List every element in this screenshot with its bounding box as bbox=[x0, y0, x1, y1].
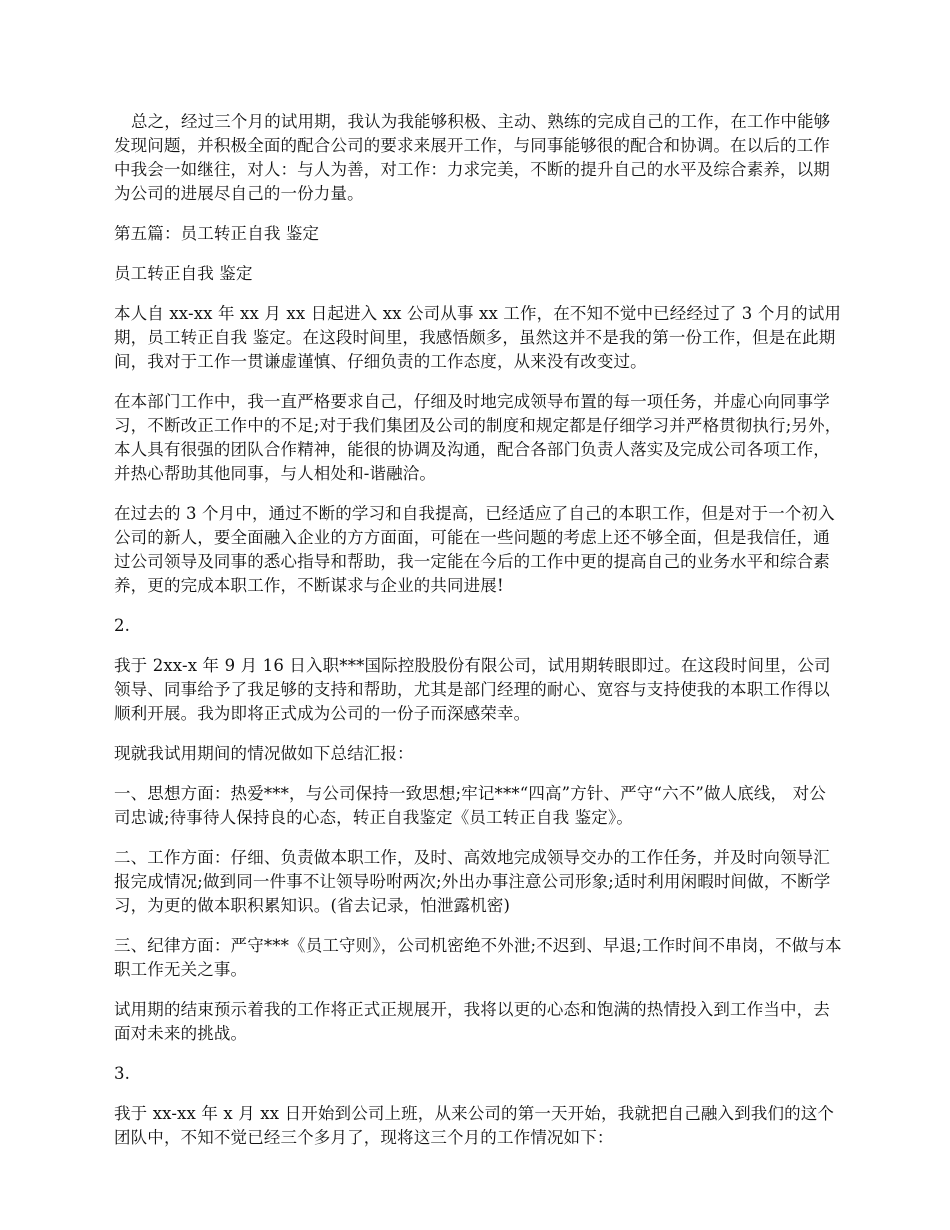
paragraph-department-work: 在本部门工作中，我一直严格要求自己，仔细及时地完成领导布置的每一项任务，并虚心向同事学习，不断改正工作中的不足;对于我们集团及公司的制度和规定都是仔细学习并严格贯彻执行;另外，本人具有很强的团队合作精神，能很的协调及沟通，配合各部门负责人落实及完成公司各项工作，并热心帮助其他同事，与人相处和-谐融洽。 bbox=[114, 392, 842, 483]
paragraph-joined-company: 我于 2xx-x 年 9 月 16 日入职***国际控股股份有限公司，试用期转眼即过。在这段时间里，公司领导、同事给予了我足够的支持和帮助，尤其是部门经理的耐心、宽容与支持使我的本职工作得以顺利开展。我为即将正式成为公司的一份子而深感荣幸。 bbox=[114, 656, 831, 723]
paragraph-intro: 本人自 xx-xx 年 xx 月 xx 日起进入 xx 公司从事 xx 工作，在不知不觉中已经经过了 3 个月的试用期，员工转正自我 鉴定。在这段时间里，我感悟颇多，虽然这并不是我的第一份工作，但是在此期间，我对于工作一贯谦虚谨慎、仔细负责的工作态度，从来没有改变过。 bbox=[114, 304, 842, 371]
paragraph-discipline: 三、纪律方面：严守***《员工守则》，公司机密绝不外泄;不迟到、早退;工作时间不串岗，不做与本职工作无关之事。 bbox=[114, 936, 842, 979]
paragraph-work: 二、工作方面：仔细、负责做本职工作，及时、高效地完成领导交办的工作任务，并及时向领导汇报完成情况;做到同一件事不让领导吩咐两次;外出办事注意公司形象;适时利用闲暇时间做，不断学习，为更的做本职积累知识。(省去记录，怕泄露机密) bbox=[114, 848, 831, 915]
document-page bbox=[114, 110, 842, 1166]
paragraph-thought: 一、思想方面：热爱***，与公司保持一致思想;牢记***“四高”方针、严守“六不”做人底线， 对公司忠诚;待事待人保持良的心态，转正自我鉴定《员工转正自我 鉴定》。 bbox=[114, 784, 826, 827]
document-title: 员工转正自我 鉴定 bbox=[114, 264, 253, 283]
section-heading: 第五篇：员工转正自我 鉴定 bbox=[114, 224, 320, 243]
paragraph-past-three-months: 在过去的 3 个月中，通过不断的学习和自我提高，已经适应了自己的本职工作，但是对于一个初入公司的新人，要全面融入企业的方方面面，可能在一些问题的考虑上还不够全面，但是我信任，通过公司领导及同事的悉心指导和帮助，我一定能在今后的工作中更的提高自己的业务水平和综合素养，更的完成本职工作，不断谋求与企业的共同进展! bbox=[114, 504, 835, 595]
paragraph-report-intro: 现就我试用期间的情况做如下总结汇报： bbox=[114, 744, 414, 763]
paragraph-summary: 总之，经过三个月的试用期，我认为我能够积极、主动、熟练的完成自己的工作，在工作中能够发现问题，并积极全面的配合公司的要求来展开工作，与同事能够很的配合和协调。在以后的工作中我会一如继往，对人：与人为善，对工作：力求完美，不断的提升自己的水平及综合素养，以期为公司的进展尽自己的一份力量。 bbox=[114, 112, 831, 203]
paragraph-start-work: 我于 xx-xx 年 x 月 xx 日开始到公司上班，从来公司的第一天开始，我就把自己融入到我们的这个团队中，不知不觉已经三个多月了，现将这三个月的工作情况如下： bbox=[114, 1104, 835, 1147]
section-number-3: 3. bbox=[114, 1064, 131, 1083]
section-number-2: 2. bbox=[114, 616, 131, 635]
paragraph-conclusion: 试用期的结束预示着我的工作将正式正规展开，我将以更的心态和饱满的热情投入到工作当中，去面对未来的挑战。 bbox=[114, 1000, 830, 1043]
